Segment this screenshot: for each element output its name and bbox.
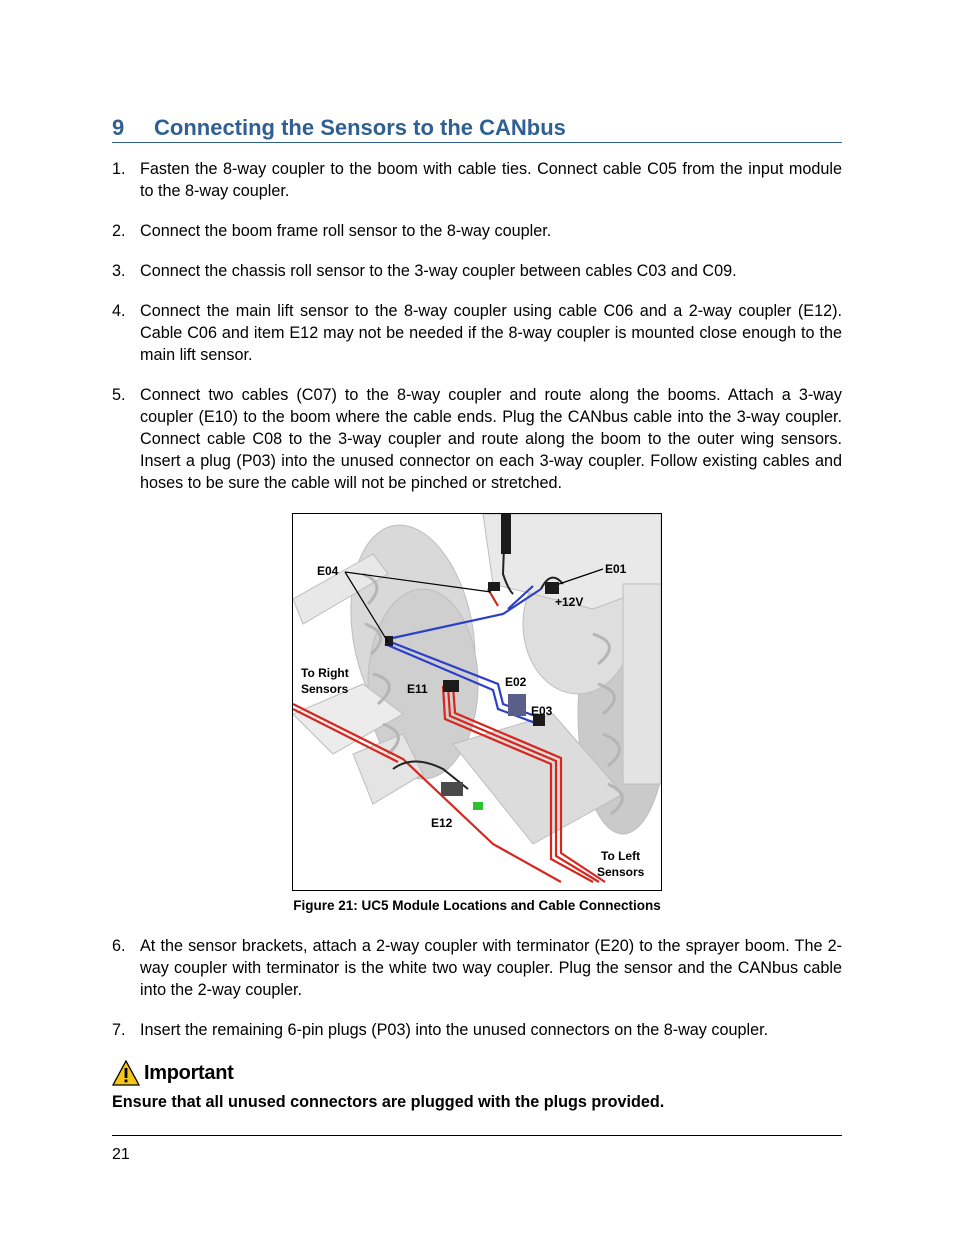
label-e01: E01: [605, 562, 627, 576]
step-1: 1. Fasten the 8-way coupler to the boom with cable ties. Connect cable C05 from the input module to the 8-way coupler.: [112, 160, 842, 200]
figure-uc5-module-locations: [292, 513, 662, 891]
label-e02: E02: [505, 675, 527, 689]
important-label: Important: [144, 1061, 234, 1084]
label-e11: E11: [407, 682, 428, 696]
figure-caption: Figure 21: UC5 Module Locations and Cable Connections: [293, 898, 661, 913]
label-to-left: To Left: [601, 849, 641, 863]
label-to-right: To Right: [301, 666, 349, 680]
steps-list-1: [112, 158, 842, 494]
important-callout: [112, 1060, 234, 1086]
page-number: 21: [112, 1146, 130, 1163]
section-number: 9: [112, 115, 125, 140]
label-right-sensors: Sensors: [301, 682, 349, 696]
label-12v: +12V: [555, 595, 584, 609]
label-e03: E03: [531, 704, 553, 718]
step-4: 4. Connect the main lift sensor to the 8-way coupler using cable C06 and a 2-way coupler (E12). Cable C06 and item E12 may not be needed if the 8-way coupler is mounted close enough to the main lift sensor.: [112, 302, 842, 364]
section-heading: [112, 112, 842, 143]
warning-icon: [112, 1060, 140, 1086]
label-e04: E04: [317, 564, 339, 578]
label-e12: E12: [431, 816, 453, 830]
footer-rule: [112, 1135, 842, 1136]
section-title: Connecting the Sensors to the CANbus: [154, 115, 566, 140]
step-3: 3. Connect the chassis roll sensor to the 3-way coupler between cables C03 and C09.: [112, 262, 737, 280]
step-5: 5. Connect two cables (C07) to the 8-way coupler and route along the booms. Attach a 3-way coupler (E10) to the boom where the cable ends. Plug the CANbus cable into the 3-way coupler. Connect cable C08 to the 3-way coupler and route along the boom to the outer wing sensors. Insert a plug (P03) into the unused connector on each 3-way coupler. Follow existing cables and hoses to be sure the cable will not be pinched or stretched.: [112, 386, 842, 492]
sprayer-illustration: [293, 514, 661, 890]
step-6: 6. At the sensor brackets, attach a 2-way coupler with terminator (E20) to the sprayer boom. The 2-way coupler with terminator is the white two way coupler. Plug the sensor and the CANbus cable into the 2-way coupler.: [112, 937, 842, 999]
label-left-sensors: Sensors: [597, 865, 645, 879]
important-note: Ensure that all unused connectors are plugged with the plugs provided.: [112, 1093, 665, 1111]
step-2: 2. Connect the boom frame roll sensor to the 8-way coupler.: [112, 222, 552, 240]
step-7: 7. Insert the remaining 6-pin plugs (P03) into the unused connectors on the 8-way coupler.: [112, 1021, 769, 1039]
steps-list-2: [112, 935, 842, 1041]
